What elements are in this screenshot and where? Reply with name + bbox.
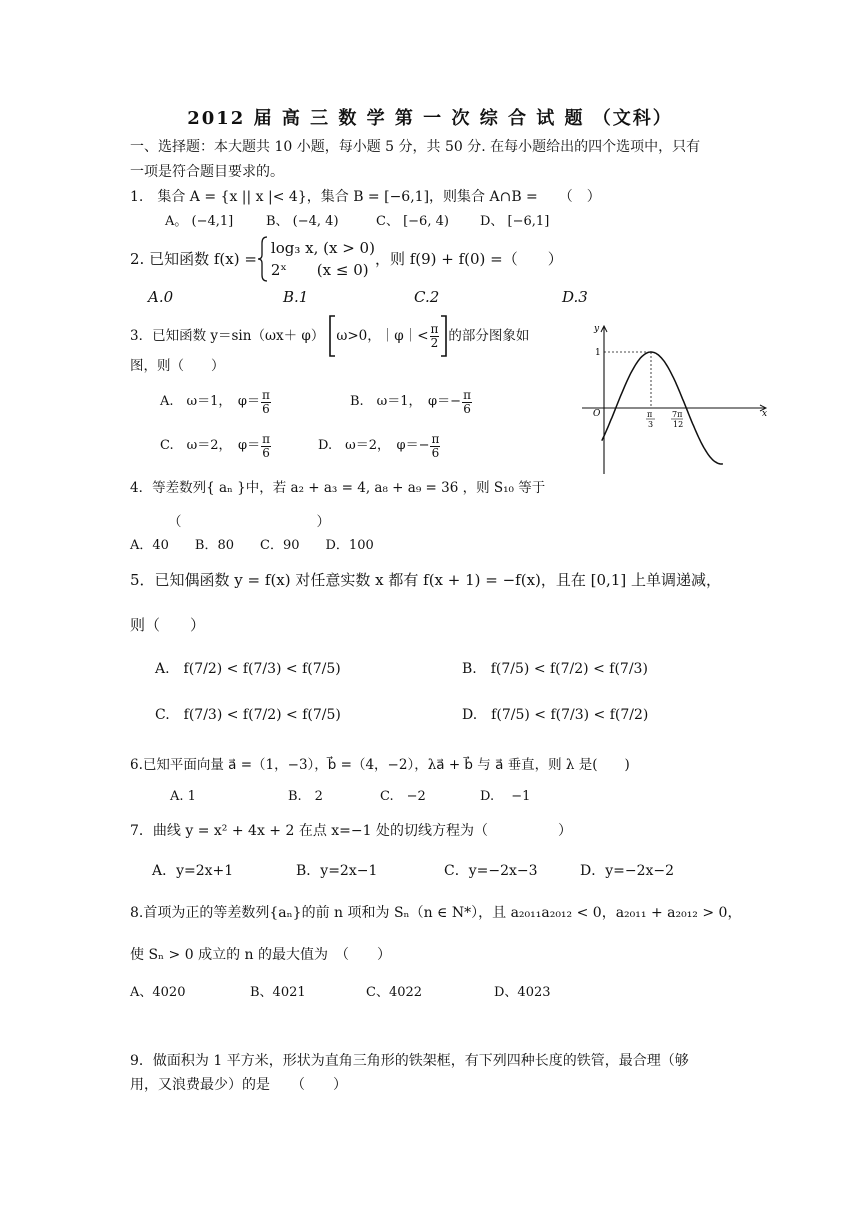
- q3-cond-two: 2: [430, 335, 439, 350]
- q6-option-a: A. 1: [170, 789, 196, 804]
- x-axis-label: x: [762, 409, 768, 419]
- tick1-den: 3: [648, 420, 654, 429]
- q6-option-d: D. −1: [480, 789, 531, 804]
- q3-line2: 图，则（ ）: [130, 358, 225, 374]
- q7-option-c: C．y=−2x−3: [444, 863, 538, 879]
- q3-option-d: [318, 426, 441, 466]
- q5-option-c: C. f(7/3) < f(7/2) < f(7/5): [155, 707, 341, 723]
- q2-option-c: C.2: [414, 288, 440, 306]
- q3-option-d-text: D. ω＝2， φ＝−: [318, 438, 430, 453]
- q3-c-pi: π: [262, 431, 270, 446]
- q7-stem: 7．曲线 y = x² + 4x + 2 在点 x=−1 处的切线方程为（ ）: [130, 823, 572, 839]
- q5-then: 则（ ）: [130, 616, 206, 634]
- q2-option-a: A.0: [148, 288, 174, 306]
- q3-option-a: [160, 382, 272, 422]
- q1-option-a: A。 (−4,1]: [165, 214, 234, 229]
- q9-line2: 用，又浪费最少）的是 （ ）: [130, 1077, 347, 1093]
- sine-graph: [576, 318, 776, 478]
- q4-options: A．40 B．80 C．90 D．100: [130, 538, 374, 553]
- q3-b-pi: π: [463, 387, 471, 402]
- q2-case-2: 2ˣ (x ≤ 0): [270, 261, 369, 279]
- y-axis-label: y: [594, 324, 600, 334]
- q2-option-d: D.3: [562, 288, 588, 306]
- q1-option-c: C、 [−6, 4): [376, 214, 449, 229]
- q2-prefix: 2. 已知函数 f(x) =: [130, 250, 257, 268]
- q5-option-a: A. f(7/2) < f(7/3) < f(7/5): [155, 661, 341, 677]
- q4-stem: 4．等差数列{ aₙ }中，若 a₂ + a₃ = 4, a₈ + a₉ = 36 ，则 S₁₀ 等于: [130, 480, 546, 496]
- q2-stem: [130, 234, 563, 284]
- right-bracket-icon: [440, 315, 448, 357]
- q2-case-1: log₃ x, (x > 0): [270, 239, 375, 257]
- tick1-num: π: [647, 410, 653, 419]
- q2-option-b: B.1: [283, 288, 309, 306]
- q3-d-six: 6: [431, 445, 440, 460]
- q1-stem: 1. 集合 A = {x || x |< 4}，集合 B = [−6,1]，则集合 A∩B = （ ）: [130, 189, 601, 205]
- q3-b-six: 6: [463, 401, 471, 416]
- q3-a-pi: π: [262, 387, 270, 402]
- q3-condition: ω>0，｜φ｜<: [336, 328, 429, 344]
- q7-option-d: D．y=−2x−2: [580, 863, 675, 879]
- q8-option-a: A、4020: [130, 985, 186, 1000]
- q1-option-b: B、 (−4, 4): [266, 214, 339, 229]
- q3-cond-pi: π: [430, 321, 439, 336]
- tick2-num: 7π: [672, 410, 683, 419]
- q3-option-b: [350, 382, 473, 422]
- origin-label: O: [593, 409, 601, 419]
- q2-suffix: ，则 f(9) + f(0) =（ ）: [374, 250, 563, 268]
- q8-stem: 8.首项为正的等差数列{aₙ}的前 n 项和为 Sₙ（n ∈ N*），且 a₂₀₁₁a₂₀₁₂ < 0，a₂₀₁₁ + a₂₀₁₂ > 0，: [130, 905, 742, 921]
- q5-option-b: B. f(7/5) < f(7/2) < f(7/3): [462, 661, 648, 677]
- q8-option-b: B、4021: [250, 985, 306, 1000]
- q7-option-b: B．y=2x−1: [296, 863, 378, 879]
- q7-option-a: A．y=2x+1: [152, 863, 234, 879]
- tick2-den: 12: [673, 420, 684, 429]
- q9-line1: 9．做面积为 1 平方米，形状为直角三角形的铁架框，有下列四种长度的铁管，最合理（够: [130, 1053, 689, 1069]
- q5-stem: 5．已知偶函数 y = f(x) 对任意实数 x 都有 f(x + 1) = −f(x)，且在 [0,1] 上单调递减，: [130, 571, 721, 589]
- q3-d-pi: π: [431, 431, 440, 446]
- q3-prefix: 3．已知函数 y＝sin（ωx＋ φ）: [130, 328, 325, 344]
- y-tick-label: 1: [595, 348, 601, 358]
- q8-option-c: C、4022: [366, 985, 423, 1000]
- exam-title: 2012 届 高 三 数 学 第 一 次 综 合 试 题 （文科）: [187, 108, 673, 129]
- q5-option-d: D. f(7/5) < f(7/3) < f(7/2): [462, 707, 649, 723]
- q3-option-a-text: A. ω＝1， φ＝: [160, 394, 260, 409]
- q3-option-b-text: B. ω＝1， φ＝−: [350, 394, 462, 409]
- q6-option-b: B. 2: [288, 789, 323, 804]
- q4-paren: （ ）: [168, 514, 330, 530]
- brace-icon: [257, 235, 269, 283]
- q3-c-six: 6: [262, 445, 270, 460]
- q3-option-c-text: C. ω＝2， φ＝: [160, 438, 261, 453]
- section-intro-line1: 一、选择题：本大题共 10 小题，每小题 5 分，共 50 分. 在每小题给出的四个选项中，只有: [130, 139, 701, 155]
- q8-line2: 使 Sₙ > 0 成立的 n 的最大值为 （ ）: [130, 947, 392, 963]
- q3-a-six: 6: [262, 401, 270, 416]
- q1-option-d: D、 [−6,1]: [480, 214, 550, 229]
- q3-stem: [130, 314, 529, 358]
- q3-suffix: 的部分图象如: [448, 328, 530, 344]
- q3-option-c: [160, 426, 272, 466]
- section-intro-line2: 一项是符合题目要求的。: [130, 164, 284, 180]
- q8-option-d: D、4023: [494, 985, 551, 1000]
- q6-stem: 6.已知平面向量 a⃗ =（1，−3），b⃗ =（4，−2），λa⃗ + b⃗ 与 a⃗ 垂直，则 λ 是( ): [130, 757, 630, 773]
- q6-option-c: C. −2: [380, 789, 426, 804]
- left-bracket-icon: [328, 315, 336, 357]
